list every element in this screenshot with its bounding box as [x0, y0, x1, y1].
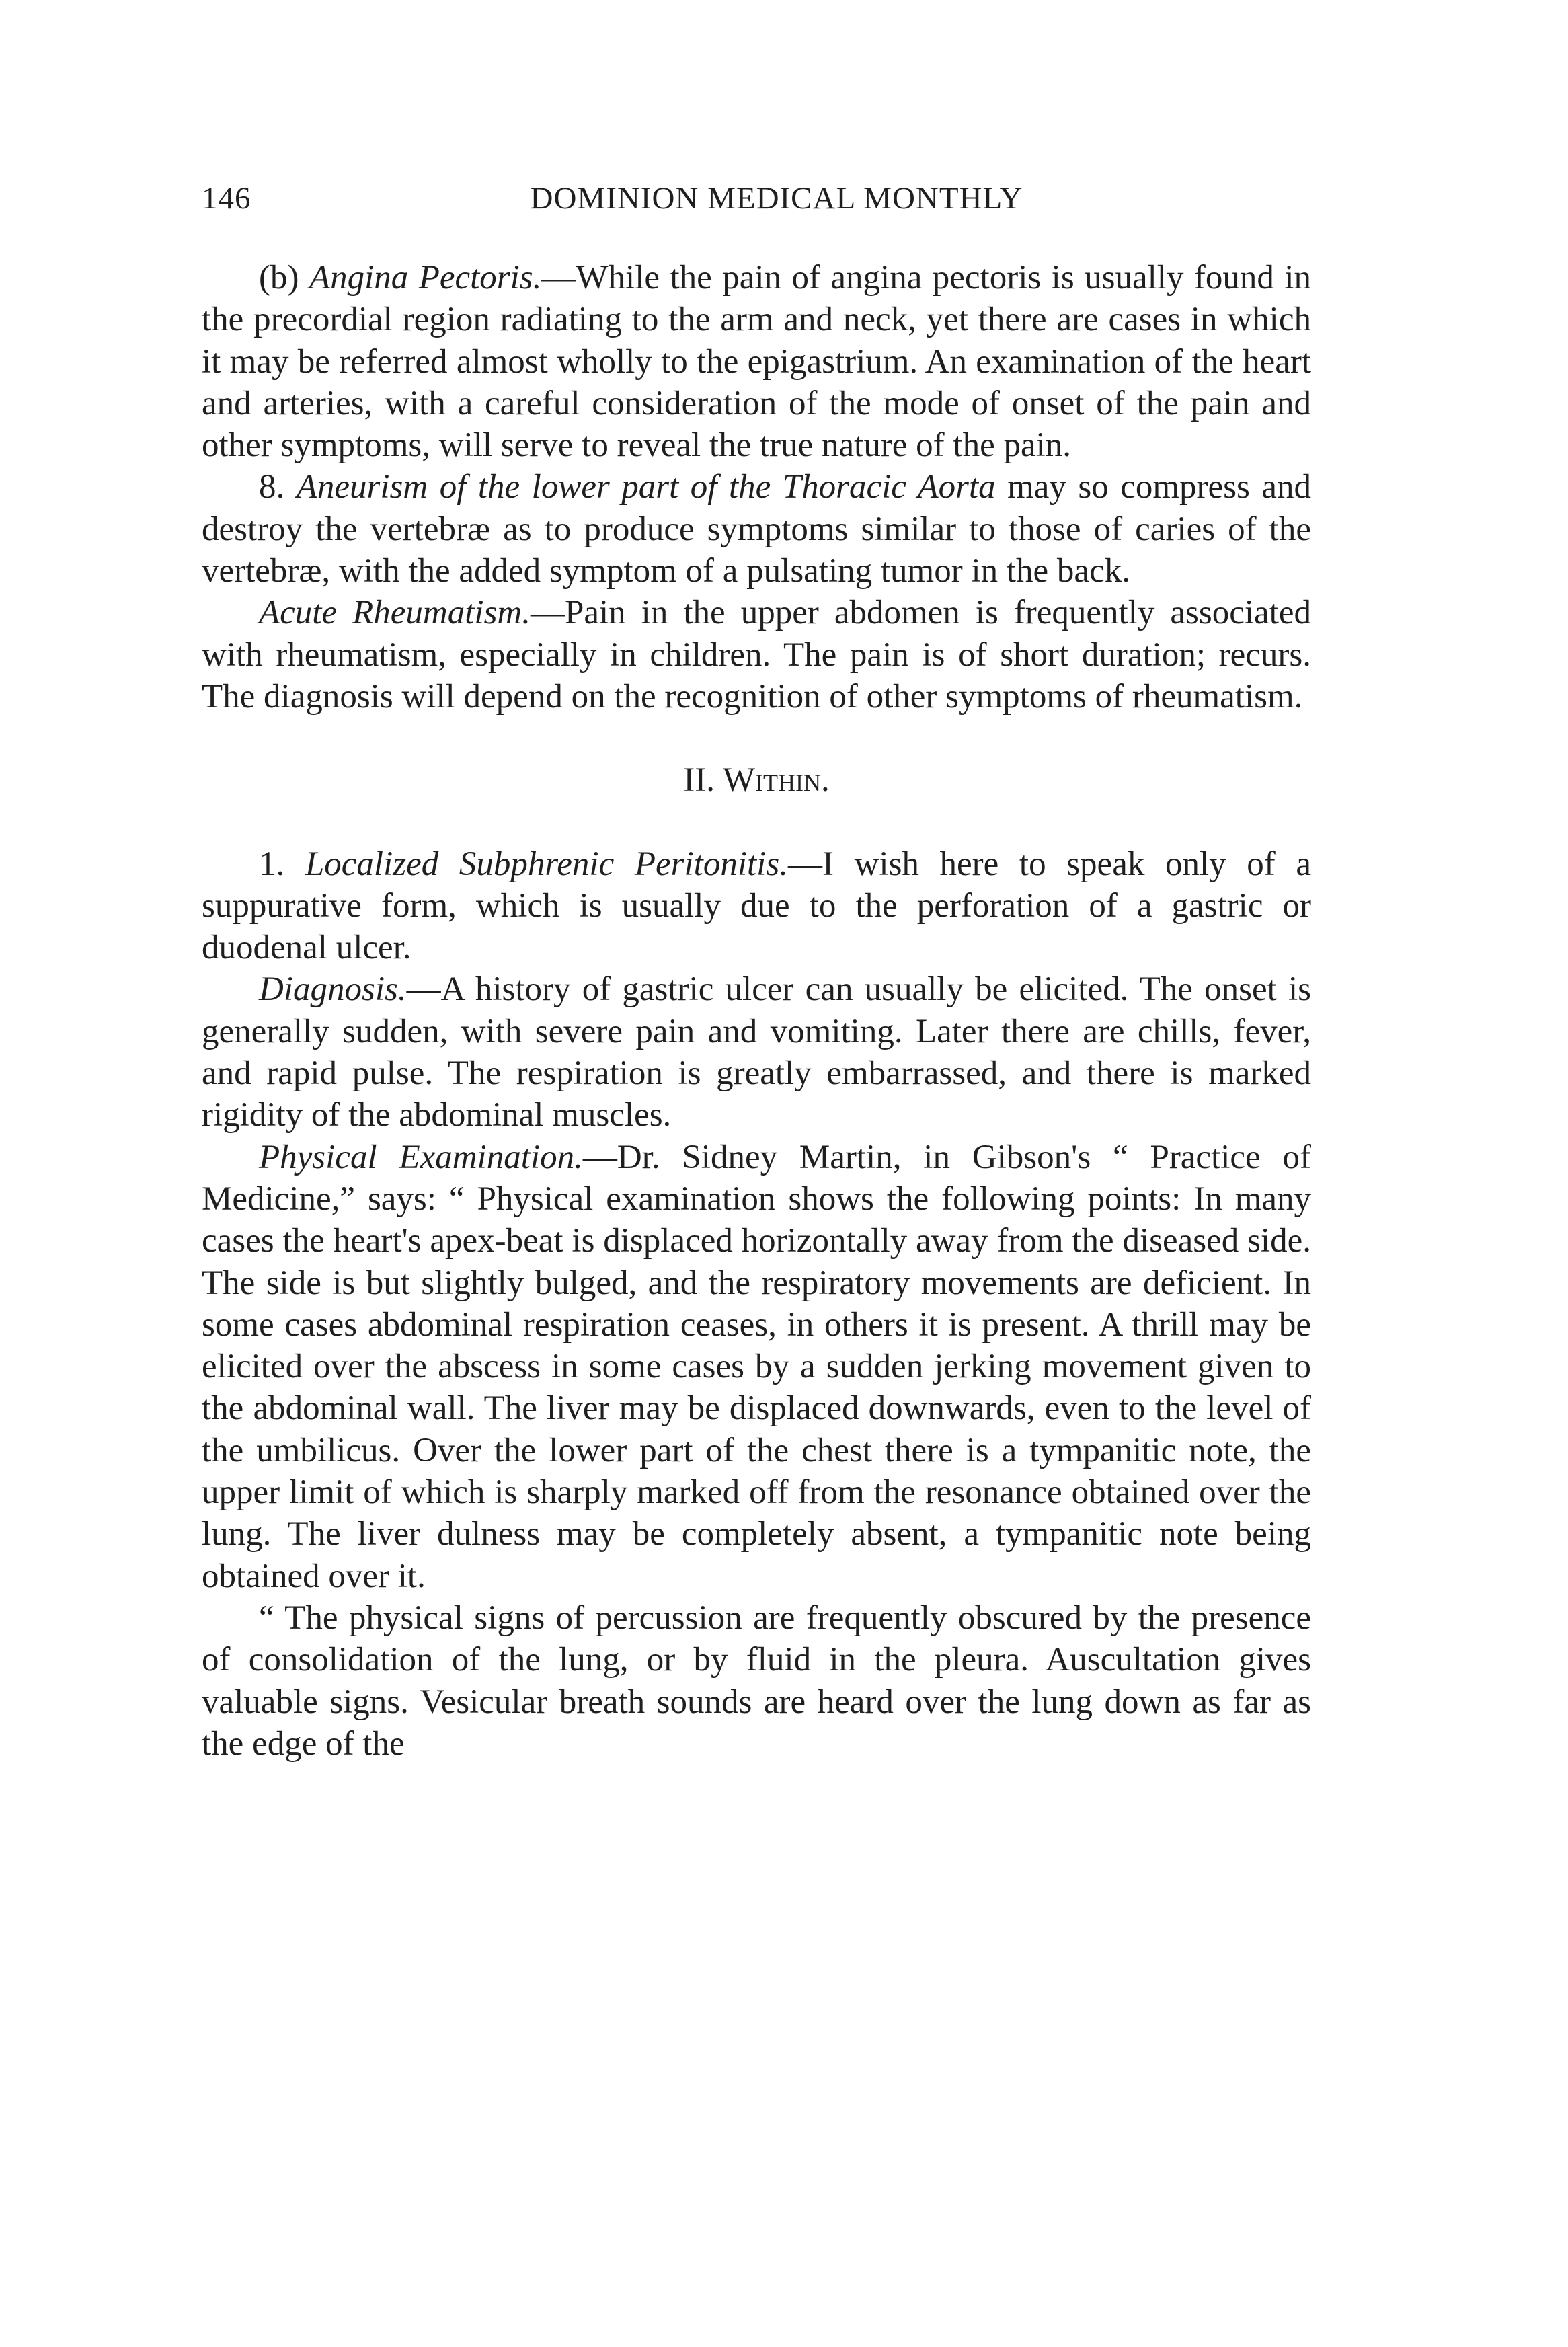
paragraph-percussion	[202, 1597, 1311, 1765]
paragraph-text: —Dr. Sidney Martin, in Gibson's “ Practice of Medicine,” says: “ Physical examination shows the following points: In many cases the heart's apex-beat is displaced horizontally away from the diseased side. The side is but slightly bulged, and the respiratory movements are deficient. In some cases abdominal respiration ceases, in others it is present. A thrill may be elicited over the abscess in some cases by a sudden jerking movement given to the abdominal wall. The liver may be displaced downwards, even to the level of the umbilicus. Over the lower part of the chest there is a tympanitic note, the upper limit of which is sharply marked off from the resonance obtained over the lung. The liver dulness may be completely absent, a tympanitic note being obtained over it.	[202, 1138, 1311, 1595]
journal-title: DOMINION MEDICAL MONTHLY	[530, 181, 1023, 216]
paragraph-physical-examination	[202, 1137, 1311, 1597]
paragraph-text: —While the pain of angina pectoris is usually found in the precordial region radiating to the arm and neck, yet there are cases in which it may be referred almost wholly to the epigastrium. An examination of the heart and arteries, with a careful consideration of the mode of onset of the pain and other symptoms, will serve to reveal the true nature of the pain.	[202, 259, 1312, 465]
paragraph-acute-rheumatism	[202, 592, 1311, 718]
paragraph-aneurism	[202, 466, 1311, 592]
paragraph-subphrenic-peritonitis	[202, 843, 1311, 969]
book-page	[202, 0, 1311, 2347]
section-heading: II. Within.	[683, 761, 830, 800]
paragraph-title: Diagnosis.	[259, 970, 407, 1009]
paragraph-text: —I wish here to speak only of a suppurative form, which is usually due to the perforation of a gastric or duodenal ulcer.	[202, 845, 1312, 967]
paragraph-lead: 8.	[259, 468, 297, 506]
paragraph-angina-pectoris	[202, 257, 1311, 466]
paragraph-text: —Pain in the upper abdomen is frequently associated with rheumatism, especially in children. The pain is of short duration; recurs. The diagnosis will depend on the recognition of other symptoms of rheumatism.	[202, 594, 1311, 716]
paragraph-title: Acute Rheumatism.	[259, 594, 531, 632]
paragraph-diagnosis	[202, 968, 1311, 1136]
paragraph-lead: (b)	[259, 259, 309, 297]
page-number: 146	[202, 181, 251, 216]
paragraph-text: may so compress and destroy the vertebræ as to produce symptoms similar to those of caries of the vertebræ, with the added symptom of a pulsating tumor in the back.	[202, 468, 1311, 590]
paragraph-title: Localized Subphrenic Peritonitis.	[305, 845, 788, 883]
running-head	[202, 180, 1311, 227]
paragraph-title: Angina Pectoris.	[309, 259, 542, 297]
article-body	[202, 257, 1311, 1765]
paragraph-title: Physical Examination.	[259, 1138, 583, 1176]
paragraph-text: “ The physical signs of percussion are frequently obscured by the presence of consolidation of the lung, or by fluid in the pleura. Auscultation gives valuable signs. Vesicular breath sounds are heard over the lung down as far as the edge of the	[202, 1599, 1311, 1763]
paragraph-lead: 1.	[259, 845, 305, 883]
paragraph-text: —A history of gastric ulcer can usually be elicited. The onset is generally sudden, with severe pain and vomiting. Later there are chills, fever, and rapid pulse. The respiration is greatly embarrassed, and there is marked rigidity of the abdominal muscles.	[202, 970, 1311, 1134]
paragraph-title: Aneurism of the lower part of the Thoracic Aorta	[296, 468, 996, 506]
